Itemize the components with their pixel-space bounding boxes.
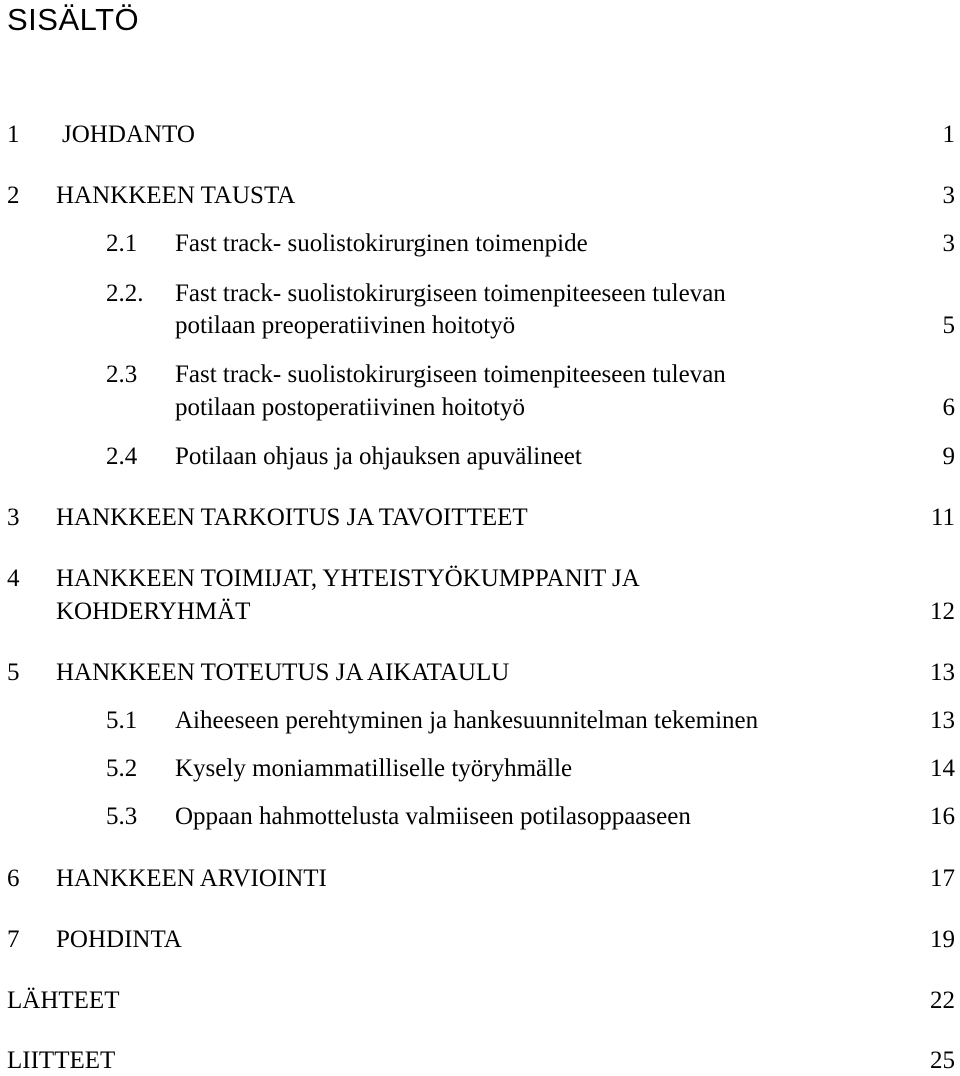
toc-entry-page: 19 <box>930 926 955 953</box>
toc-entry-label-continued[interactable]: KOHDERYHMÄT <box>56 598 251 625</box>
toc-entry-label[interactable]: Fast track- suolistokirurgiseen toimenpiteeseen tulevan <box>175 280 726 307</box>
toc-entry-page: 5 <box>942 312 955 339</box>
toc-entry-label[interactable]: Oppaan hahmottelusta valmiiseen potilasoppaaseen <box>175 803 691 830</box>
toc-entry-number: 2.3 <box>106 361 138 388</box>
toc-entry-label[interactable]: JOHDANTO <box>62 121 195 148</box>
toc-entry-number: 5.3 <box>106 803 138 830</box>
toc-entry-label[interactable]: HANKKEEN TOTEUTUS JA AIKATAULU <box>56 659 510 686</box>
toc-entry-page: 1 <box>942 121 955 148</box>
toc-entry-page: 25 <box>930 1047 955 1074</box>
toc-entry-label[interactable]: LÄHTEET <box>7 987 120 1014</box>
toc-entry-number: 5.2 <box>106 755 138 782</box>
toc-entry-number: 5 <box>7 659 20 686</box>
toc-entry-page: 3 <box>942 230 955 257</box>
page-title: SISÄLTÖ <box>7 2 140 37</box>
toc-entry-number: 1 <box>7 121 20 148</box>
toc-entry-page: 11 <box>930 504 955 531</box>
toc-entry-page: 13 <box>930 659 955 686</box>
toc-entry-label[interactable]: HANKKEEN TOIMIJAT, YHTEISTYÖKUMPPANIT JA <box>56 565 640 592</box>
toc-entry-page: 16 <box>930 803 955 830</box>
toc-entry-label[interactable]: Aiheeseen perehtyminen ja hankesuunnitelman tekeminen <box>175 707 759 734</box>
toc-entry-label[interactable]: Fast track- suolistokirurgiseen toimenpiteeseen tulevan <box>175 361 726 388</box>
toc-entry-number: 2.1 <box>106 230 138 257</box>
toc-entry-label-continued[interactable]: potilaan preoperatiivinen hoitotyö <box>175 312 516 339</box>
toc-entry-label[interactable]: Fast track- suolistokirurginen toimenpide <box>175 230 588 257</box>
toc-entry-page: 13 <box>930 707 955 734</box>
toc-entry-label[interactable]: POHDINTA <box>56 926 182 953</box>
toc-entry-number: 2.4 <box>106 443 138 470</box>
toc-entry-page: 14 <box>930 755 955 782</box>
toc-entry-number: 5.1 <box>106 707 138 734</box>
toc-entry-page: 12 <box>930 598 955 625</box>
toc-entry-number: 7 <box>7 926 20 953</box>
toc-entry-label[interactable]: Kysely moniammatilliselle työryhmälle <box>175 755 573 782</box>
toc-entry-label[interactable]: HANKKEEN TARKOITUS JA TAVOITTEET <box>56 504 528 531</box>
toc-entry-page: 6 <box>942 394 955 421</box>
toc-entry-label[interactable]: HANKKEEN TAUSTA <box>56 182 296 209</box>
toc-entry-page: 22 <box>930 987 955 1014</box>
toc-entry-page: 17 <box>930 865 955 892</box>
toc-entry-label[interactable]: HANKKEEN ARVIOINTI <box>56 865 327 892</box>
toc-entry-number: 2.2. <box>106 280 144 307</box>
toc-entry-number: 6 <box>7 865 20 892</box>
toc-entry-page: 3 <box>942 182 955 209</box>
toc-entry-number: 4 <box>7 565 20 592</box>
toc-entry-label[interactable]: Potilaan ohjaus ja ohjauksen apuvälineet <box>175 443 582 470</box>
toc-entry-number: 2 <box>7 182 20 209</box>
toc-entry-number: 3 <box>7 504 20 531</box>
toc-entry-page: 9 <box>942 443 955 470</box>
toc-entry-label[interactable]: LIITTEET <box>7 1047 116 1074</box>
toc-entry-label-continued[interactable]: potilaan postoperatiivinen hoitotyö <box>175 394 525 421</box>
